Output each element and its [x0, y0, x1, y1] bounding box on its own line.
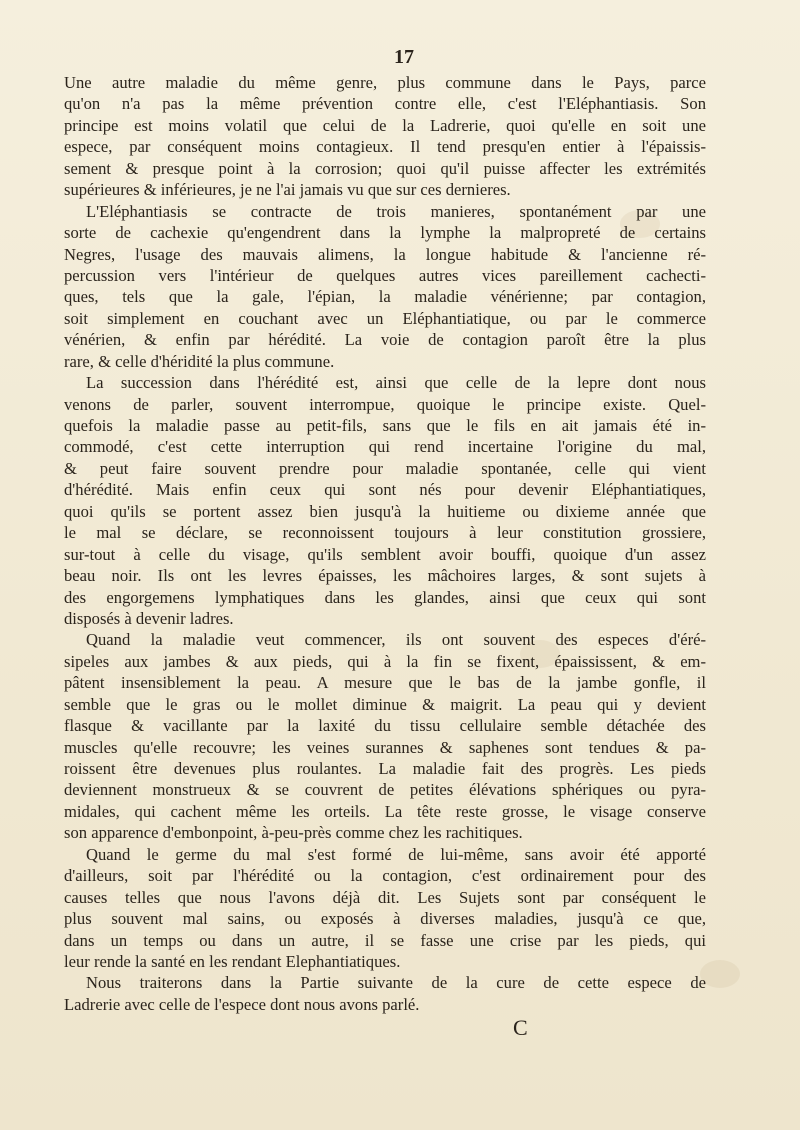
text-line: semble que le gras ou le mollet diminue & maigrit. La peau qui y devient	[64, 694, 706, 714]
text-line: muscles qu'elle recouvre; les veines surannes & saphenes sont tendues & pa-	[64, 737, 706, 757]
text-line: Une autre maladie du même genre, plus commune dans le Pays, parce	[64, 73, 706, 92]
text-line: qu'on n'a pas la même prévention contre elle, c'est l'Eléphantiasis. Son	[64, 94, 706, 114]
text-line: principe est moins volatil que celui de la Ladrerie, quoi qu'elle en soit une	[64, 115, 706, 135]
text-line: Quand le germe du mal s'est formé de lui-même, sans avoir été apporté	[86, 844, 706, 864]
text-line: vénérien, & enfin par hérédité. La voie de contagion paroît être la plus	[64, 330, 706, 350]
text-line: La succession dans l'hérédité est, ainsi que celle de la lepre dont nous	[86, 373, 706, 393]
text-line: percussion vers l'intérieur de quelques autres vices pareillement cachecti-	[64, 265, 706, 285]
text-line: causes telles que nous l'avons déjà dit. Les Sujets sont par conséquent le	[64, 887, 706, 907]
text-line: disposés à devenir ladres.	[64, 608, 234, 628]
text-line: pâtent insensiblement la peau. A mesure que le bas de la jambe gonfle, il	[64, 673, 706, 693]
text-line: Negres, l'usage des mauvais alimens, la longue habitude & l'ancienne ré-	[64, 244, 706, 264]
text-line: sur-tout à celle du visage, qu'ils semblent avoir bouffi, quoique d'un assez	[64, 544, 706, 564]
signature-mark: C	[513, 1015, 529, 1040]
text-line: L'Eléphantiasis se contracte de trois manieres, spontanément par une	[86, 201, 706, 221]
text-line: espece, par conséquent moins contagieux. Il tend presqu'en entier à l'épaissis-	[64, 137, 706, 157]
text-line: roissent être devenues plus roulantes. La maladie fait des progrès. Les pieds	[64, 759, 706, 778]
text-line: quoi qu'ils se portent assez bien jusqu'à la huitieme ou dixieme année que	[64, 501, 706, 521]
text-line: d'ailleurs, soit par l'hérédité ou la contagion, c'est ordinairement pour des	[64, 866, 706, 886]
text-line: plus souvent mal sains, ou exposés à diverses maladies, jusqu'à ce que,	[64, 909, 706, 929]
text-line: flasque & vacillante par la laxité du tissu cellulaire semble détachée des	[64, 716, 706, 736]
text-line: ques, tels que la gale, l'épian, la maladie vénérienne; par contagion,	[64, 287, 706, 307]
text-line: le mal se déclare, se reconnoissent toujours à leur constitution grossiere,	[64, 523, 706, 543]
text-line: commodé, c'est cette interruption qui rend incertaine l'origine du mal,	[64, 437, 706, 457]
text-line: soit simplement en couchant avec un Eléphantiatique, ou par le commerce	[64, 308, 706, 328]
text-line: & peut faire souvent prendre pour maladie spontanée, celle qui vient	[64, 458, 706, 478]
text-line: sorte de cachexie qu'engendrent dans la lymphe la malpropreté de certains	[64, 223, 706, 243]
text-line: Quand la maladie veut commencer, ils ont souvent des especes d'éré-	[86, 630, 706, 650]
text-line: des engorgemens lymphatiques dans les glandes, ainsi que ceux qui sont	[64, 587, 706, 607]
text-line: quefois la maladie passe au petit-fils, sans que le fils en ait jamais été in-	[64, 416, 706, 435]
text-line: sement & presque point à la corrosion; quoi qu'il puisse affecter les extrémités	[64, 158, 706, 178]
text-line: Nous traiterons dans la Partie suivante de la cure de cette espece de	[86, 973, 706, 993]
text-line: midales, qui cachent même les orteils. La tête reste grosse, le visage conserve	[64, 801, 706, 821]
text-line: d'hérédité. Mais enfin ceux qui sont nés pour devenir Eléphantiatiques,	[64, 480, 706, 500]
text-line: venons de parler, souvent interrompue, quoique le principe existe. Quel-	[64, 394, 706, 414]
page-number: 17	[394, 46, 414, 68]
text-line: sipeles aux jambes & aux pieds, qui à la fin se fixent, épaississent, & em-	[64, 651, 706, 671]
text-line: son apparence d'embonpoint, à-peu-près comme chez les rachitiques.	[64, 823, 523, 843]
text-line: supérieures & inférieures, je ne l'ai jamais vu que sur ces dernieres.	[64, 180, 511, 200]
text-line: Ladrerie avec celle de l'espece dont nous avons parlé.	[64, 994, 420, 1014]
text-line: leur rende la santé en les rendant Elephantiatiques.	[64, 951, 401, 971]
text-line: rare, & celle d'héridité la plus commune.	[64, 351, 335, 371]
text-line: beau noir. Ils ont les levres épaisses, les mâchoires larges, & sont sujets à	[64, 566, 706, 586]
body-text	[64, 72, 706, 1015]
paper-stain	[700, 960, 740, 988]
text-line: deviennent monstrueux & se couvrent de petites élévations sphériques ou pyra-	[64, 780, 706, 800]
text-line: dans un temps ou dans un autre, il se fasse une crise par les pieds, qui	[64, 930, 706, 950]
